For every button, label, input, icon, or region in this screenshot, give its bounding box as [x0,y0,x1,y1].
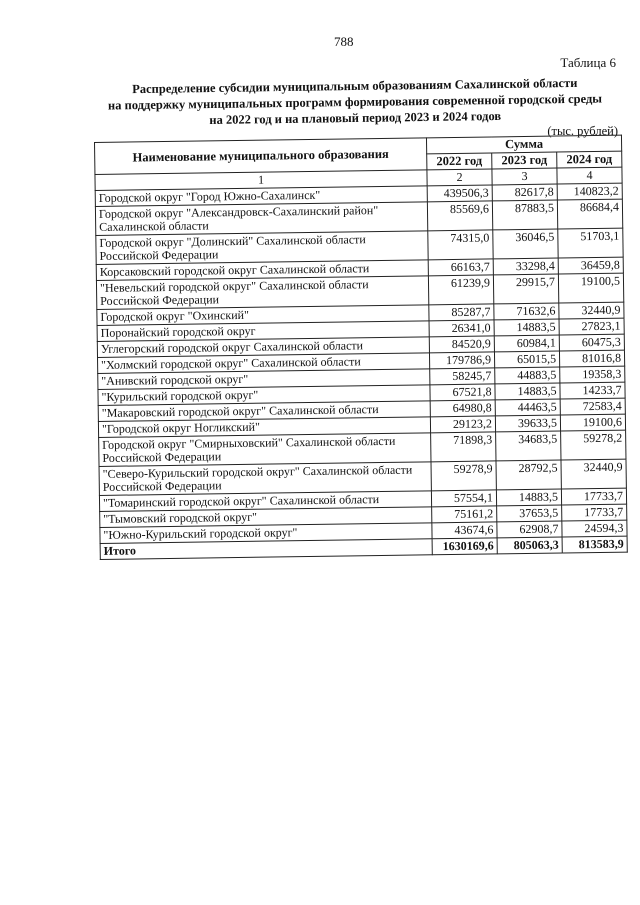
value-2022: 439506,3 [427,185,492,202]
value-2024: 36459,8 [558,257,623,274]
value-2023: 33298,4 [493,258,558,275]
table-body [95,183,627,559]
value-2024: 14233,7 [560,382,625,399]
value-2024: 32440,9 [559,302,624,319]
value-2024: 140823,2 [557,183,622,200]
value-2024: 19358,3 [560,366,625,383]
value-2024: 81016,8 [559,350,624,367]
value-2023: 14883,5 [495,383,560,400]
column-index: 3 [492,168,557,185]
municipality-name: "Томаринский городской округ" Сахалинской области [99,491,431,512]
municipality-name: "Городской округ Ногликский" [98,417,430,438]
value-2024: 813583,9 [562,536,627,553]
value-2023: 34683,5 [496,431,561,461]
municipality-name: Городской округ "Долинский" Сахалинской области Российской Федерации [96,231,428,265]
value-2022: 59278,9 [431,461,496,491]
value-2023: 44463,5 [495,399,560,416]
subsidy-table [94,135,628,560]
value-2024: 19100,5 [558,273,623,303]
municipality-name: Городской округ "Охинский" [97,305,429,326]
units-label: (тыс. рублей) [547,124,618,138]
value-2023: 62908,7 [497,521,562,538]
value-2022: 26341,0 [429,320,494,337]
municipality-name: "Анивский городской округ" [98,369,430,390]
value-2024: 86684,4 [557,199,622,229]
municipality-name: Углегорский городской округ Сахалинской области [97,337,429,358]
column-index: 1 [95,170,427,191]
municipality-name: "Курильский городской округ" [98,385,430,406]
subsidy-table-wrapper [94,135,628,560]
municipality-name: "Холмский городской округ" Сахалинской области [98,353,430,374]
value-2022: 75161,2 [432,506,497,523]
document-title [90,74,621,129]
value-2023: 37653,5 [497,505,562,522]
value-2022: 57554,1 [431,490,496,507]
value-2024: 17733,7 [561,488,626,505]
value-2023: 87883,5 [492,200,557,230]
table-label: Таблица 6 [560,55,616,70]
municipality-name: Городской округ "Александровск-Сахалинский район" Сахалинской области [95,202,427,236]
value-2023: 82617,8 [492,184,557,201]
value-2022: 85287,7 [429,304,494,321]
value-2023: 36046,5 [493,229,558,259]
value-2022: 67521,8 [430,384,495,401]
value-2024: 51703,1 [558,228,623,258]
value-2022: 84520,9 [429,336,494,353]
value-2023: 805063,3 [497,537,562,554]
value-2022: 29123,2 [430,416,495,433]
municipality-name: Поронайский городской округ [97,321,429,342]
value-2024: 17733,7 [562,504,627,521]
column-index: 4 [557,167,622,184]
header-sum: Сумма [426,135,621,154]
value-2023: 60984,1 [494,335,559,352]
value-2023: 29915,7 [493,274,558,304]
value-2023: 14883,5 [496,489,561,506]
title-line: на 2022 год и на плановый период 2023 и 2024 годов [209,108,502,128]
value-2024: 24594,3 [562,520,627,537]
value-2023: 28792,5 [496,460,561,490]
municipality-name: Городской округ "Город Южно-Сахалинск" [95,186,427,207]
value-2024: 72583,4 [560,398,625,415]
value-2023: 14883,5 [494,319,559,336]
value-2024: 19100,6 [560,414,625,431]
value-2022: 85569,6 [427,201,492,231]
value-2023: 71632,6 [494,303,559,320]
municipality-name: "Тымовский городской округ" [100,507,432,528]
header-name: Наименование муниципального образования [95,138,427,175]
value-2024: 59278,2 [561,430,626,460]
municipality-name: "Макаровский городской округ" Сахалинской области [98,401,430,422]
value-2022: 64980,8 [430,400,495,417]
header-year-2023: 2023 год [492,152,557,169]
value-2022: 74315,0 [428,230,493,260]
title-line: Распределение субсидии муниципальным образованиям Сахалинской области [132,75,578,97]
municipality-name: Итого [100,539,432,560]
value-2022: 58245,7 [430,368,495,385]
header-year-2024: 2024 год [557,151,622,168]
value-2022: 179786,9 [429,352,494,369]
page-number: 788 [334,34,354,49]
value-2022: 43674,6 [432,522,497,539]
municipality-name: Городской округ "Смирныховский" Сахалинской области Российской Федерации [99,433,431,467]
municipality-name: "Невельский городской округ" Сахалинской области Российской Федерации [96,276,428,310]
value-2024: 60475,3 [559,334,624,351]
municipality-name: "Южно-Курильский городской округ" [100,523,432,544]
value-2022: 1630169,6 [432,538,497,555]
value-2023: 39633,5 [495,415,560,432]
value-2024: 27823,1 [559,318,624,335]
column-index: 2 [427,169,492,186]
title-line: на поддержку муниципальных программ формирования современной городской среды [107,91,603,113]
municipality-name: Корсаковский городской округ Сахалинской области [96,260,428,281]
municipality-name: "Северо-Курильский городской округ" Сахалинской области Российской Федерации [99,462,431,496]
value-2022: 66163,7 [428,259,493,276]
value-2023: 65015,5 [494,351,559,368]
value-2023: 44883,5 [495,367,560,384]
value-2022: 61239,9 [428,275,493,305]
value-2024: 32440,9 [561,459,626,489]
value-2022: 71898,3 [431,432,496,462]
header-year-2022: 2022 год [427,153,492,170]
